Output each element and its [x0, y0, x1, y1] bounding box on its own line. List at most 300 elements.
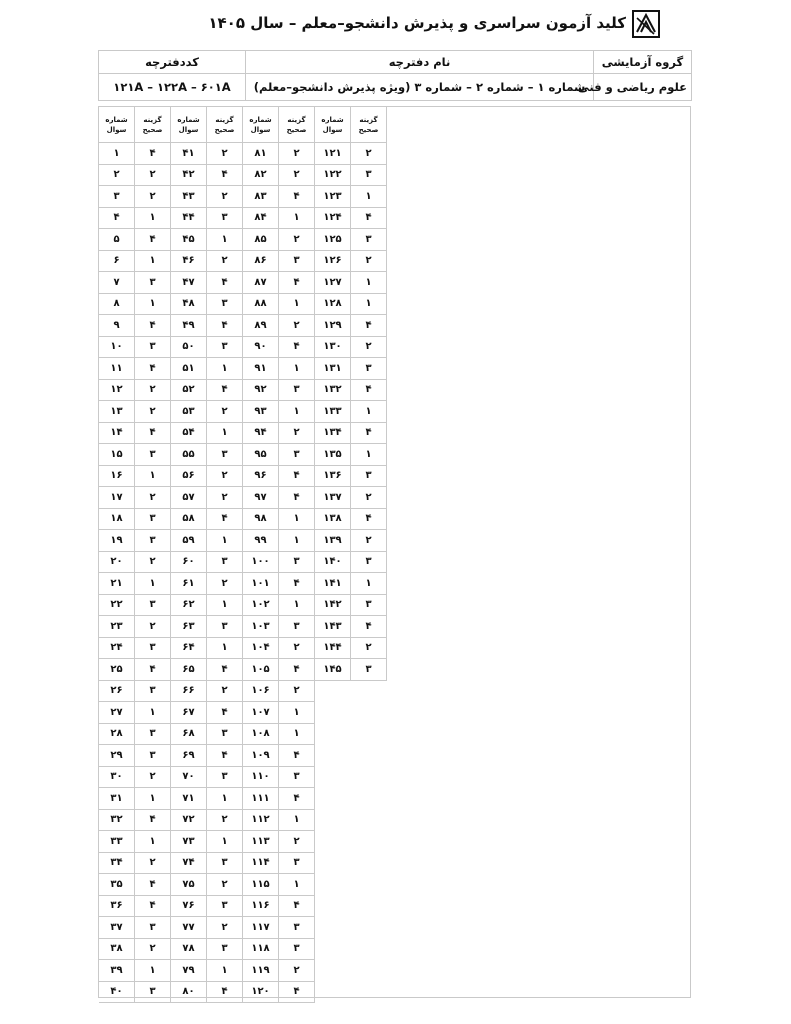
correct-answer: ۴: [207, 380, 243, 402]
question-number: ۶۴: [171, 638, 207, 660]
question-number: ۴۶: [171, 251, 207, 273]
correct-answer: ۲: [207, 874, 243, 896]
correct-answer: ۴: [351, 315, 387, 337]
correct-answer: ۲: [207, 681, 243, 703]
test-group-value: علوم ریاضی و فنی: [594, 74, 692, 101]
question-number: ۴۹: [171, 315, 207, 337]
question-number: ۵۱: [171, 358, 207, 380]
question-number: ۱۳۸: [315, 509, 351, 531]
question-number: ۸۵: [243, 229, 279, 251]
correct-answer: ۴: [351, 509, 387, 531]
question-number: ۳۴: [99, 853, 135, 875]
correct-answer: ۴: [351, 208, 387, 230]
question-number: ۱۴۲: [315, 595, 351, 617]
correct-answer: ۳: [135, 595, 171, 617]
question-number: ۸۳: [243, 186, 279, 208]
correct-answer: ۴: [135, 810, 171, 832]
correct-answer: ۱: [135, 251, 171, 273]
question-number: ۲۰: [99, 552, 135, 574]
correct-answer: ۴: [279, 896, 315, 918]
question-number: ۹۷: [243, 487, 279, 509]
correct-answer: ۴: [135, 659, 171, 681]
correct-answer: ۳: [135, 982, 171, 1004]
correct-answer: ۴: [135, 874, 171, 896]
correct-answer: ۳: [135, 530, 171, 552]
correct-answer: ۳: [207, 208, 243, 230]
question-number: ۱۱۸: [243, 939, 279, 961]
question-number: ۸۷: [243, 272, 279, 294]
question-number: ۱۱۱: [243, 788, 279, 810]
correct-answer: ۴: [135, 896, 171, 918]
correct-answer: ۱: [135, 831, 171, 853]
question-number: ۸۰: [171, 982, 207, 1004]
question-number: ۱۴۴: [315, 638, 351, 660]
correct-answer: ۲: [135, 380, 171, 402]
question-number: ۱۰۹: [243, 745, 279, 767]
correct-answer: ۴: [135, 358, 171, 380]
question-number: ۳: [99, 186, 135, 208]
question-number: ۷: [99, 272, 135, 294]
correct-answer: ۱: [207, 530, 243, 552]
question-number: ۹۴: [243, 423, 279, 445]
correct-answer: ۳: [279, 251, 315, 273]
correct-answer: ۳: [351, 659, 387, 681]
question-number: ۱۲۶: [315, 251, 351, 273]
correct-answer: ۴: [135, 143, 171, 165]
correct-answer: ۳: [279, 444, 315, 466]
question-number: ۸۲: [243, 165, 279, 187]
correct-answer: ۴: [279, 659, 315, 681]
correct-answer: ۳: [279, 380, 315, 402]
correct-answer-header: گزینه صحیح: [207, 107, 243, 143]
question-number: ۴۵: [171, 229, 207, 251]
correct-answer: ۲: [207, 917, 243, 939]
question-number: ۱۳: [99, 401, 135, 423]
correct-answer: ۲: [207, 251, 243, 273]
question-number: ۱۸: [99, 509, 135, 531]
correct-answer: ۳: [351, 358, 387, 380]
question-number: ۱۱۹: [243, 960, 279, 982]
correct-answer: ۲: [135, 165, 171, 187]
correct-answer: ۳: [279, 853, 315, 875]
question-number: ۱۰۱: [243, 573, 279, 595]
question-number: ۱۳۳: [315, 401, 351, 423]
question-number: ۲۴: [99, 638, 135, 660]
question-number: ۴: [99, 208, 135, 230]
correct-answer: ۱: [207, 831, 243, 853]
question-number: ۷۳: [171, 831, 207, 853]
question-number: ۷۷: [171, 917, 207, 939]
question-number: ۱۲۴: [315, 208, 351, 230]
correct-answer: ۳: [207, 896, 243, 918]
correct-answer: ۴: [351, 423, 387, 445]
correct-answer: ۳: [135, 509, 171, 531]
question-number: ۱۱۴: [243, 853, 279, 875]
correct-answer: ۱: [279, 874, 315, 896]
correct-answer: ۳: [207, 724, 243, 746]
question-number: ۳۵: [99, 874, 135, 896]
correct-answer: ۳: [135, 337, 171, 359]
correct-answer: ۲: [135, 552, 171, 574]
question-number: ۱۱۶: [243, 896, 279, 918]
question-number: ۱۳۹: [315, 530, 351, 552]
correct-answer: ۴: [351, 380, 387, 402]
question-number: ۳۳: [99, 831, 135, 853]
correct-answer: ۳: [207, 444, 243, 466]
question-number: ۲۳: [99, 616, 135, 638]
question-number: ۷۵: [171, 874, 207, 896]
question-number: ۷۹: [171, 960, 207, 982]
question-number: ۵۹: [171, 530, 207, 552]
correct-answer: ۳: [135, 638, 171, 660]
question-number: ۲: [99, 165, 135, 187]
question-number: ۹۰: [243, 337, 279, 359]
correct-answer: ۲: [135, 853, 171, 875]
correct-answer: ۱: [135, 788, 171, 810]
booklet-name-value: شماره ۱ – شماره ۲ – شماره ۳ (ویژه پذیرش دانشجو–معلم): [246, 74, 594, 101]
question-number: ۵۰: [171, 337, 207, 359]
correct-answer: ۱: [207, 960, 243, 982]
question-number: ۲۶: [99, 681, 135, 703]
question-number: ۸: [99, 294, 135, 316]
question-number: ۹: [99, 315, 135, 337]
correct-answer: ۲: [279, 315, 315, 337]
correct-answer: ۲: [135, 767, 171, 789]
question-number: ۱۳۵: [315, 444, 351, 466]
question-number: ۱۰۳: [243, 616, 279, 638]
question-number: ۱۱۳: [243, 831, 279, 853]
correct-answer: ۳: [351, 229, 387, 251]
correct-answer: ۱: [279, 530, 315, 552]
correct-answer: ۱: [207, 788, 243, 810]
question-number: ۹۵: [243, 444, 279, 466]
question-number: ۶۶: [171, 681, 207, 703]
correct-answer: ۲: [351, 530, 387, 552]
correct-answer: ۱: [207, 358, 243, 380]
correct-answer: ۳: [279, 939, 315, 961]
question-number: ۱۰۸: [243, 724, 279, 746]
question-number: ۳۰: [99, 767, 135, 789]
correct-answer: ۱: [279, 810, 315, 832]
question-number: ۱۲: [99, 380, 135, 402]
correct-answer: ۲: [351, 337, 387, 359]
question-number: ۳۲: [99, 810, 135, 832]
correct-answer: ۳: [207, 337, 243, 359]
question-number-header: شماره سوال: [315, 107, 351, 143]
question-number: ۲۵: [99, 659, 135, 681]
correct-answer: ۲: [279, 143, 315, 165]
correct-answer: ۳: [351, 466, 387, 488]
question-number: ۹۳: [243, 401, 279, 423]
correct-answer: ۴: [279, 186, 315, 208]
correct-answer: ۲: [135, 401, 171, 423]
question-number: ۴۷: [171, 272, 207, 294]
correct-answer-header: گزینه صحیح: [135, 107, 171, 143]
question-number: ۸۱: [243, 143, 279, 165]
question-number: ۱۰۵: [243, 659, 279, 681]
question-number: ۴۳: [171, 186, 207, 208]
question-number: ۱۰۲: [243, 595, 279, 617]
correct-answer: ۲: [135, 487, 171, 509]
question-number: ۲۲: [99, 595, 135, 617]
question-number: ۴۴: [171, 208, 207, 230]
question-number: ۲۸: [99, 724, 135, 746]
correct-answer: ۱: [351, 186, 387, 208]
correct-answer: ۴: [207, 315, 243, 337]
question-number: ۱۲۲: [315, 165, 351, 187]
correct-answer: ۳: [135, 917, 171, 939]
correct-answer: ۱: [207, 229, 243, 251]
question-number: ۹۱: [243, 358, 279, 380]
question-number: ۱۳۶: [315, 466, 351, 488]
question-number: ۸۸: [243, 294, 279, 316]
question-number: ۵: [99, 229, 135, 251]
question-number: ۱۲۵: [315, 229, 351, 251]
correct-answer: ۳: [135, 444, 171, 466]
correct-answer: ۲: [351, 251, 387, 273]
correct-answer: ۱: [207, 595, 243, 617]
question-number: ۱۳۷: [315, 487, 351, 509]
info-header-row: [99, 51, 692, 74]
question-number: ۵۴: [171, 423, 207, 445]
question-number-header: شماره سوال: [99, 107, 135, 143]
correct-answer: ۳: [279, 767, 315, 789]
question-number: ۷۴: [171, 853, 207, 875]
correct-answer: ۲: [135, 939, 171, 961]
booklet-name-header: نام دفترچه: [246, 51, 594, 74]
correct-answer: ۱: [279, 401, 315, 423]
correct-answer: ۱: [279, 294, 315, 316]
correct-answer: ۴: [207, 659, 243, 681]
question-number: ۶۰: [171, 552, 207, 574]
question-number: ۱۴۰: [315, 552, 351, 574]
question-number: ۳۸: [99, 939, 135, 961]
correct-answer: ۴: [207, 272, 243, 294]
question-number: ۶۹: [171, 745, 207, 767]
question-number: ۱۵: [99, 444, 135, 466]
correct-answer: ۱: [207, 423, 243, 445]
correct-answer: ۴: [279, 487, 315, 509]
correct-answer: ۴: [351, 616, 387, 638]
question-number: ۷۶: [171, 896, 207, 918]
question-number: ۲۷: [99, 702, 135, 724]
correct-answer: ۱: [135, 208, 171, 230]
question-number: ۱۳۰: [315, 337, 351, 359]
question-number: ۱۶: [99, 466, 135, 488]
correct-answer: ۱: [279, 509, 315, 531]
question-number: ۷۸: [171, 939, 207, 961]
question-number: ۵۲: [171, 380, 207, 402]
correct-answer: ۳: [135, 681, 171, 703]
question-number: ۱: [99, 143, 135, 165]
question-number: ۵۶: [171, 466, 207, 488]
question-number: ۱۱: [99, 358, 135, 380]
correct-answer: ۳: [351, 165, 387, 187]
question-number: ۸۴: [243, 208, 279, 230]
correct-answer: ۱: [135, 573, 171, 595]
correct-answer: ۲: [207, 186, 243, 208]
question-number: ۹۶: [243, 466, 279, 488]
correct-answer: ۴: [207, 702, 243, 724]
correct-answer: ۱: [135, 466, 171, 488]
question-number: ۵۷: [171, 487, 207, 509]
question-number-header: شماره سوال: [171, 107, 207, 143]
correct-answer: ۳: [135, 272, 171, 294]
question-number: ۴۲: [171, 165, 207, 187]
correct-answer: ۲: [207, 810, 243, 832]
booklet-code-header: کددفترچه: [99, 51, 246, 74]
correct-answer: ۲: [351, 638, 387, 660]
question-number: ۱۱۷: [243, 917, 279, 939]
question-number: ۱۳۴: [315, 423, 351, 445]
question-number: ۶۷: [171, 702, 207, 724]
correct-answer: ۴: [279, 272, 315, 294]
question-number: ۸۶: [243, 251, 279, 273]
info-value-row: [99, 74, 692, 101]
correct-answer: ۲: [207, 401, 243, 423]
question-number: ۱۳۲: [315, 380, 351, 402]
correct-answer: ۲: [207, 143, 243, 165]
correct-answer: ۱: [135, 702, 171, 724]
booklet-code-value: ۱۲۱A – ۱۲۲A – ۶۰۱A: [99, 74, 246, 101]
correct-answer: ۲: [279, 423, 315, 445]
correct-answer: ۲: [279, 638, 315, 660]
info-table: [98, 50, 692, 101]
correct-answer: ۴: [207, 745, 243, 767]
correct-answer: ۲: [135, 186, 171, 208]
question-number-header: شماره سوال: [243, 107, 279, 143]
question-number: ۵۸: [171, 509, 207, 531]
correct-answer: ۴: [135, 229, 171, 251]
correct-answer: ۱: [207, 638, 243, 660]
correct-answer: ۴: [279, 466, 315, 488]
correct-answer: ۱: [279, 208, 315, 230]
question-number: ۶: [99, 251, 135, 273]
question-number: ۱۰۴: [243, 638, 279, 660]
question-number: ۱۴۱: [315, 573, 351, 595]
question-number: ۱۲۰: [243, 982, 279, 1004]
question-number: ۱۹: [99, 530, 135, 552]
test-group-header: گروه آزمایشی: [594, 51, 692, 74]
correct-answer: ۳: [135, 724, 171, 746]
correct-answer: ۳: [279, 917, 315, 939]
question-number: ۱۴۳: [315, 616, 351, 638]
question-number: ۱۰۷: [243, 702, 279, 724]
correct-answer: ۳: [207, 767, 243, 789]
correct-answer: ۲: [279, 831, 315, 853]
question-number: ۶۳: [171, 616, 207, 638]
question-number: ۷۲: [171, 810, 207, 832]
question-number: ۹۲: [243, 380, 279, 402]
page-title: کلید آزمون سراسری و پذیرش دانشجو–معلم – سال ۱۴۰۵: [208, 14, 626, 32]
question-number: ۴۰: [99, 982, 135, 1004]
correct-answer: ۳: [279, 552, 315, 574]
question-number: ۱۱۵: [243, 874, 279, 896]
question-number: ۴۸: [171, 294, 207, 316]
correct-answer: ۳: [207, 853, 243, 875]
question-number: ۹۹: [243, 530, 279, 552]
question-number: ۱۲۸: [315, 294, 351, 316]
question-number: ۲۱: [99, 573, 135, 595]
correct-answer: ۳: [207, 294, 243, 316]
question-number: ۸۹: [243, 315, 279, 337]
question-number: ۳۷: [99, 917, 135, 939]
question-number: ۱۷: [99, 487, 135, 509]
question-number: ۱۲۹: [315, 315, 351, 337]
correct-answer: ۴: [135, 315, 171, 337]
question-number: ۳۱: [99, 788, 135, 810]
correct-answer: ۱: [351, 401, 387, 423]
correct-answer: ۲: [135, 616, 171, 638]
question-number: ۱۰: [99, 337, 135, 359]
correct-answer: ۱: [351, 272, 387, 294]
answer-key-grid: [98, 106, 691, 998]
question-number: ۲۹: [99, 745, 135, 767]
correct-answer: ۴: [207, 982, 243, 1004]
correct-answer: ۳: [351, 552, 387, 574]
question-number: ۹۸: [243, 509, 279, 531]
correct-answer-header: گزینه صحیح: [351, 107, 387, 143]
correct-answer: ۳: [207, 616, 243, 638]
correct-answer: ۴: [135, 423, 171, 445]
correct-answer: ۱: [135, 960, 171, 982]
question-number: ۴۱: [171, 143, 207, 165]
correct-answer: ۴: [207, 509, 243, 531]
correct-answer: ۱: [279, 595, 315, 617]
question-number: ۱۲۳: [315, 186, 351, 208]
correct-answer: ۳: [135, 745, 171, 767]
correct-answer: ۱: [351, 294, 387, 316]
question-number: ۳۹: [99, 960, 135, 982]
correct-answer: ۲: [279, 960, 315, 982]
correct-answer: ۲: [207, 573, 243, 595]
correct-answer: ۲: [351, 143, 387, 165]
question-number: ۷۰: [171, 767, 207, 789]
correct-answer: ۲: [279, 681, 315, 703]
correct-answer: ۴: [279, 788, 315, 810]
question-number: ۱۴: [99, 423, 135, 445]
correct-answer: ۱: [279, 358, 315, 380]
question-number: ۱۲۷: [315, 272, 351, 294]
question-number: ۵۳: [171, 401, 207, 423]
correct-answer: ۲: [207, 466, 243, 488]
correct-answer: ۲: [351, 487, 387, 509]
correct-answer-header: گزینه صحیح: [279, 107, 315, 143]
correct-answer: ۱: [279, 724, 315, 746]
correct-answer: ۱: [135, 294, 171, 316]
correct-answer: ۳: [351, 595, 387, 617]
question-number: ۶۲: [171, 595, 207, 617]
question-number: ۷۱: [171, 788, 207, 810]
question-number: ۱۲۱: [315, 143, 351, 165]
correct-answer: ۲: [279, 229, 315, 251]
correct-answer: ۲: [279, 165, 315, 187]
correct-answer: ۳: [207, 552, 243, 574]
question-number: ۳۶: [99, 896, 135, 918]
question-number: ۱۴۵: [315, 659, 351, 681]
question-number: ۱۰۰: [243, 552, 279, 574]
correct-answer: ۱: [279, 702, 315, 724]
question-number: ۱۱۰: [243, 767, 279, 789]
correct-answer: ۴: [279, 982, 315, 1004]
question-number: ۱۰۶: [243, 681, 279, 703]
correct-answer: ۱: [351, 573, 387, 595]
organization-logo-icon: [632, 10, 660, 38]
correct-answer: ۳: [279, 616, 315, 638]
question-number: ۶۱: [171, 573, 207, 595]
question-number: ۶۵: [171, 659, 207, 681]
correct-answer: ۲: [207, 487, 243, 509]
